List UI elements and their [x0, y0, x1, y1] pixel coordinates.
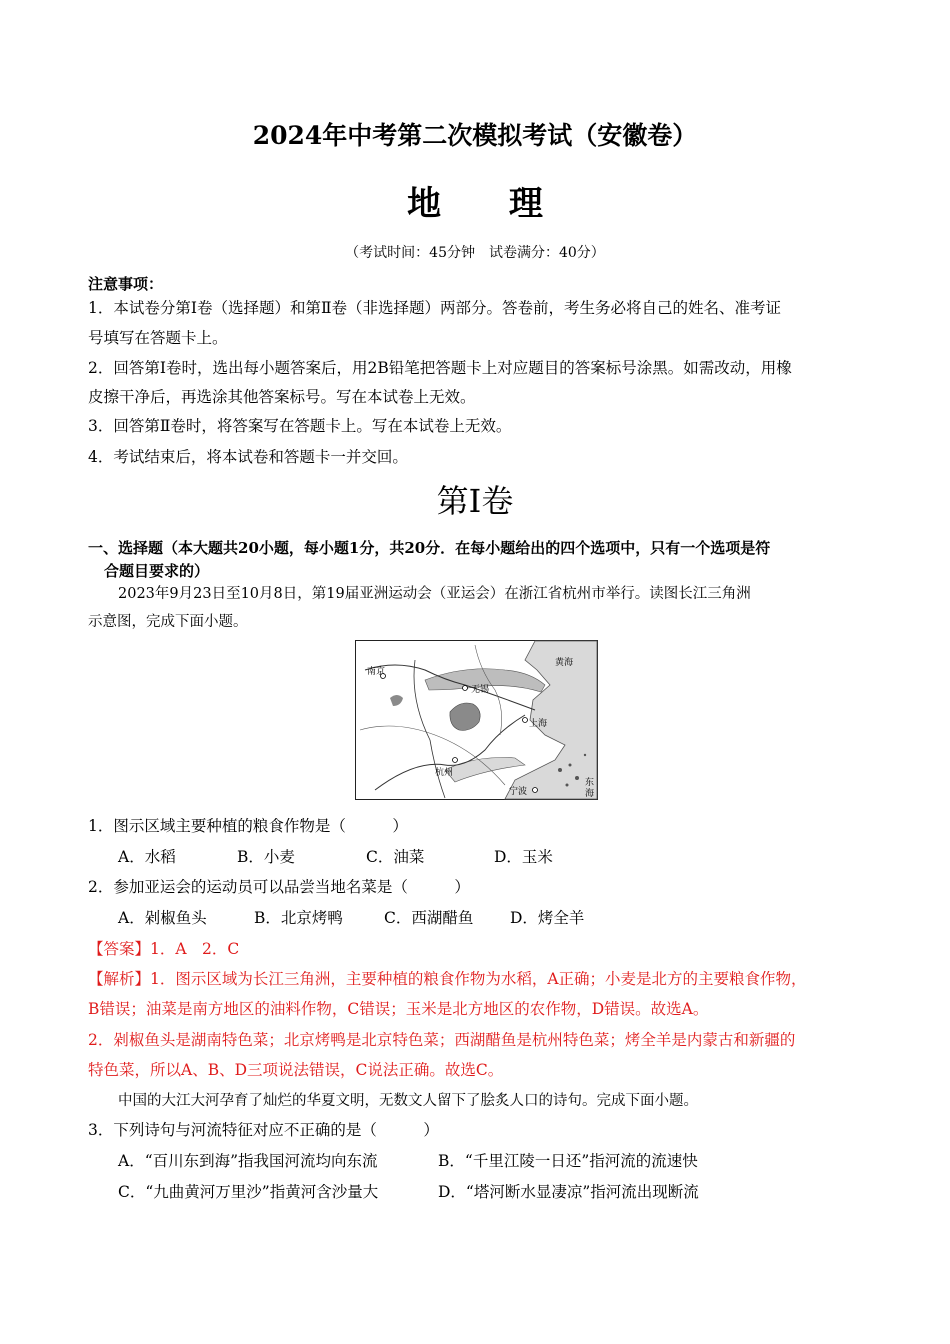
- question-intro-2: 中国的大江大河孕育了灿烂的华夏文明，无数文人留下了脍炙人口的诗句。完成下面小题。: [118, 1093, 698, 1109]
- q3-option-d: D．“塔河断水显凄凉”指河流出现断流: [438, 1183, 699, 1201]
- question-2-stem: 2．参加亚运会的运动员可以品尝当地名菜是（ ）: [88, 878, 470, 896]
- q2-option-c: C．西湖醋鱼: [384, 909, 474, 927]
- label-ningbo: 宁波: [509, 787, 528, 797]
- label-wuxi: 无锡: [471, 685, 490, 695]
- city-point-shanghai: [523, 718, 528, 723]
- q2-option-d: D．烤全羊: [510, 909, 585, 927]
- q2-option-a: A．剁椒鱼头: [118, 909, 207, 927]
- q1-option-d: D．玉米: [494, 848, 553, 866]
- volume-title: 第Ⅰ卷: [436, 482, 514, 520]
- q1-option-b: B．小麦: [237, 848, 295, 866]
- notice-line: 号填写在答题卡上。: [88, 329, 228, 347]
- yangtze-delta-map: [355, 640, 598, 800]
- q3-option-c: C．“九曲黄河万里沙”指黄河含沙量大: [118, 1183, 379, 1201]
- notice-heading: 注意事项：: [88, 275, 164, 293]
- question-intro: 2023年9月23日至10月8日，第19届亚洲运动会（亚运会）在浙江省杭州市举行。读图长江三角洲: [118, 586, 751, 602]
- exam-title: 2024年中考第二次模拟考试（安徽卷）: [252, 121, 698, 150]
- question-1-stem: 1．图示区域主要种植的粮食作物是（ ）: [88, 817, 408, 835]
- q2-option-b: B．北京烤鸭: [254, 909, 343, 927]
- label-huanghai: 黄海: [555, 658, 574, 668]
- q3-option-a: A．“百川东到海”指我国河流均向东流: [118, 1152, 378, 1170]
- question-intro-cont: 示意图，完成下面小题。: [88, 614, 248, 630]
- notice-line: 4．考试结束后，将本试卷和答题卡一并交回。: [88, 448, 408, 466]
- subject-title: 地 理: [407, 184, 571, 224]
- analysis-line: 特色菜，所以A、B、D三项说法错误，C说法正确。故选C。: [88, 1061, 504, 1079]
- island: [584, 754, 586, 756]
- label-donghai-1: 东: [585, 778, 595, 788]
- analysis-line: 2．剁椒鱼头是湖南特色菜；北京烤鸭是北京特色菜；西湖醋鱼是杭州特色菜；烤全羊是内蒙古和新疆的: [88, 1031, 796, 1049]
- notice-line: 1．本试卷分第Ⅰ卷（选择题）和第Ⅱ卷（非选择题）两部分。答卷前，考生务必将自己的姓名、准考证: [88, 299, 782, 317]
- city-point-hangzhou: [453, 758, 458, 763]
- island: [566, 784, 569, 787]
- section-heading: 一、选择题（本大题共20小题，每小题1分，共20分．在每小题给出的四个选项中，只有一个选项是符: [88, 539, 771, 557]
- notice-line: 2．回答第Ⅰ卷时，选出每小题答案后，用2B铅笔把答题卡上对应题目的答案标号涂黑。如需改动，用橡: [88, 359, 792, 377]
- island: [575, 776, 579, 780]
- notice-line: 3．回答第Ⅱ卷时，将答案写在答题卡上。写在本试卷上无效。: [88, 417, 512, 435]
- q3-option-b: B．“千里江陵一日还”指河流的流速快: [438, 1152, 698, 1170]
- answer-line: 【答案】1．A 2．C: [88, 940, 240, 958]
- label-donghai-2: 海: [585, 789, 595, 799]
- label-nanjing: 南京: [367, 667, 386, 677]
- analysis-line: 【解析】1．图示区域为长江三角洲，主要种植的粮食作物为水稻，A正确；小麦是北方的主要粮食作物，: [88, 970, 807, 988]
- island: [569, 764, 572, 767]
- label-hangzhou: 杭州: [435, 768, 454, 778]
- notice-line: 皮擦干净后，再选涂其他答案标号。写在本试卷上无效。: [88, 388, 476, 406]
- section-heading-cont: 合题目要求的）: [104, 562, 210, 580]
- q1-option-a: A．水稻: [118, 848, 176, 866]
- label-shanghai: 上海: [529, 719, 548, 729]
- q1-option-c: C．油菜: [366, 848, 425, 866]
- question-3-stem: 3．下列诗句与河流特征对应不正确的是（ ）: [88, 1121, 439, 1139]
- island: [558, 768, 562, 772]
- exam-info: （考试时间：45分钟 试卷满分：40分）: [345, 245, 605, 261]
- city-point-wuxi: [463, 686, 468, 691]
- city-point-ningbo: [533, 788, 538, 793]
- analysis-line: B错误；油菜是南方地区的油料作物，C错误；玉米是北方地区的农作物，D错误。故选A。: [88, 1000, 709, 1018]
